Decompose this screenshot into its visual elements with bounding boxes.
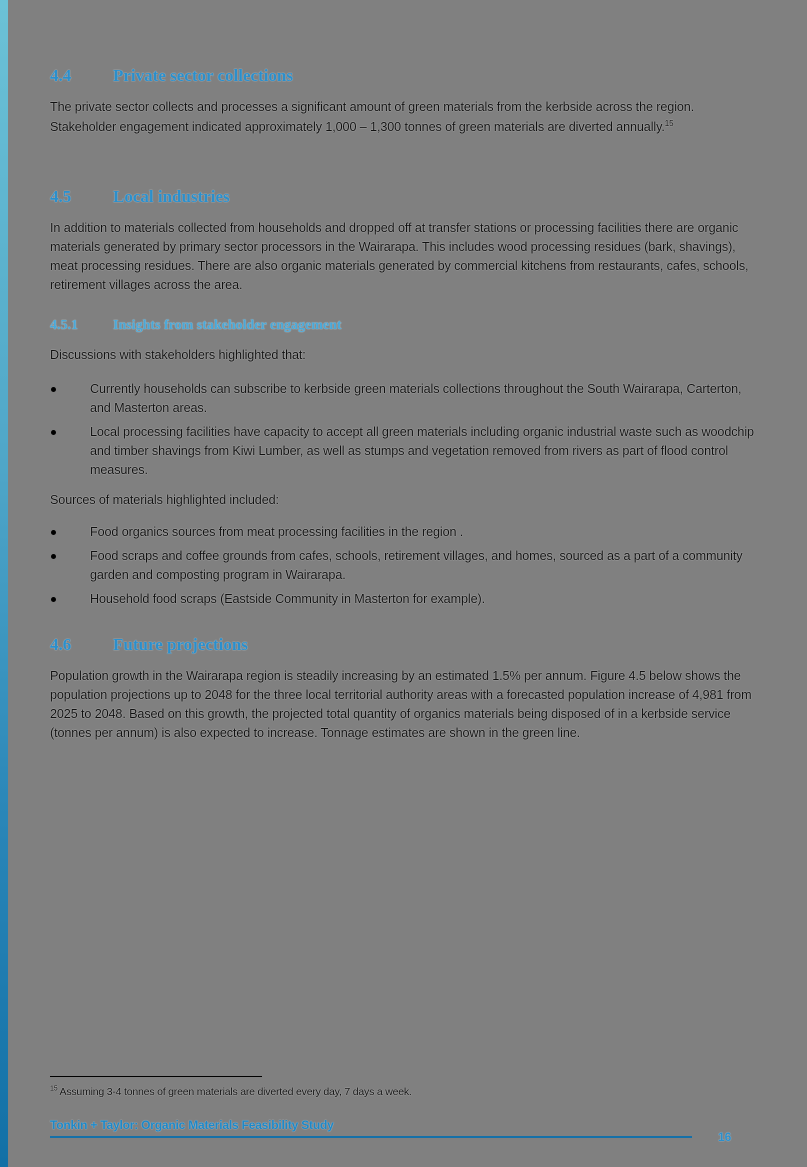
footnote-separator — [50, 1076, 262, 1077]
page-side-accent-bar — [0, 0, 8, 1167]
heading-title: Private sector collections — [113, 66, 294, 85]
footer-document-title: Tonkin + Taylor: Organic Materials Feasibility Study — [50, 1118, 334, 1132]
heading-number: 4.4 — [50, 66, 72, 85]
list-item — [50, 523, 762, 542]
list-item — [50, 590, 762, 609]
bullet-icon — [51, 430, 56, 435]
paragraph-discussions-intro: Discussions with stakeholders highlighted that: — [50, 348, 306, 362]
heading-title: Local industries — [113, 187, 230, 206]
heading-number: 4.5.1 — [50, 318, 78, 333]
paragraph-sources-intro: Sources of materials highlighted included: — [50, 493, 279, 507]
paragraph-private-sector — [50, 98, 762, 137]
heading-number: 4.5 — [50, 187, 72, 206]
list-item-text: Household food scraps (Eastside Community in Masterton for example). — [90, 592, 485, 606]
footer-rule — [50, 1136, 692, 1138]
paragraph-text: The private sector collects and processes a significant amount of green materials from the kerbside across the region. Stakeholder engagement indicated approximately 1,000 – 1,300 tonnes of green materials are diverted annually. — [50, 100, 695, 134]
list-item-text: Local processing facilities have capacity to accept all green materials including organic industrial waste such as woodchip and timber shavings from Kiwi Lumber, as well as stumps and vegetation removed from rivers as part of flood control measures. — [90, 425, 754, 477]
heading-4-6 — [50, 635, 248, 655]
paragraph-future-projections: Population growth in the Wairarapa region is steadily increasing by an estimated 1.5% per annum. Figure 4.5 below shows the population projections up to 2048 for the three local territorial authority areas with a forecasted population increase of 4,981 from 2025 to 2048. Based on this growth, the projected total quantity of organics materials being disposed of in a kerbside service (tonnes per annum) is also expected to increase. Tonnage estimates are shown in the green line. — [50, 669, 752, 740]
list-item-text: Currently households can subscribe to kerbside green materials collections throughout the South Wairarapa, Carterton, and Masterton areas. — [90, 382, 742, 415]
footnote-reference[interactable]: 15 — [664, 118, 674, 128]
list-item-text: Food organics sources from meat processing facilities in the region . — [90, 525, 464, 539]
footnote-number: 15 — [50, 1085, 58, 1093]
list-item — [50, 547, 762, 585]
heading-number: 4.6 — [50, 635, 72, 654]
bullet-icon — [51, 530, 56, 535]
stakeholder-insights-list — [50, 380, 762, 485]
bullet-icon — [51, 597, 56, 602]
list-item — [50, 423, 762, 480]
heading-title: Insights from stakeholder engagement — [113, 318, 342, 333]
heading-title: Future projections — [113, 635, 248, 654]
list-item — [50, 380, 762, 418]
bullet-icon — [51, 554, 56, 559]
page-number: 16 — [718, 1130, 732, 1144]
sources-list — [50, 523, 762, 614]
footnote — [50, 1086, 412, 1098]
heading-4-5-1 — [50, 318, 342, 334]
paragraph-local-industries: In addition to materials collected from households and dropped off at transfer stations or processing facilities there are organic materials generated by primary sector processors in the Wairarapa. This includes wood processing residues (bark, shavings), meat processing residues. There are also organic materials generated by commercial kitchens from restaurants, cafes, schools, retirement villages across the area. — [50, 221, 749, 292]
heading-4-4 — [50, 66, 293, 86]
bullet-icon — [51, 387, 56, 392]
footnote-text: Assuming 3-4 tonnes of green materials are diverted every day, 7 days a week. — [57, 1086, 412, 1098]
heading-4-5 — [50, 187, 230, 207]
list-item-text: Food scraps and coffee grounds from cafes, schools, retirement villages, and homes, sourced as a part of a community garden and composting program in Wairarapa. — [90, 549, 743, 582]
